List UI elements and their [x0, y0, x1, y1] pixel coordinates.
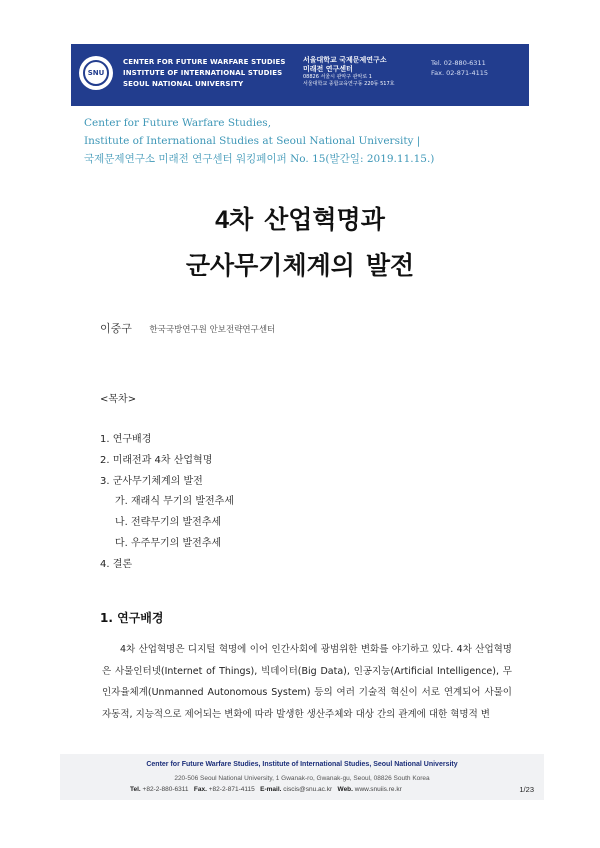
footer-web-label: Web.	[337, 786, 353, 793]
footer-fax-label: Fax.	[193, 786, 207, 793]
title-line-1: 4차 산업혁명과	[215, 206, 385, 234]
series-line: Center for Future Warfare Studies,	[84, 117, 272, 129]
banner-ko-address: 08826 서울시 관악구 관악로 1	[303, 74, 372, 80]
series-line: 국제문제연구소 미래전 연구센터 워킹페이퍼 No. 15(발간일: 2019.11.15.)	[84, 153, 435, 165]
banner-tel: Tel. 02-880-6311	[431, 59, 486, 67]
toc-subitem: 나. 전략무기의 발전추세	[115, 517, 222, 529]
banner-en-line: INSTITUTE OF INTERNATIONAL STUDIES	[123, 69, 283, 77]
footer-tel: +82-2-880-6311	[142, 786, 189, 793]
section-body	[102, 639, 512, 725]
footer-email[interactable]: ciscis@snu.ac.kr	[283, 786, 333, 793]
footer-tel-label: Tel.	[130, 786, 141, 793]
toc-heading: <목차>	[100, 394, 137, 405]
footer-address: 220-506 Seoul National University, 1 Gwanak-ro, Gwanak-gu, Seoul, 08826 South Korea	[174, 775, 430, 782]
toc-item: 1. 연구배경	[100, 434, 152, 445]
toc-subitem: 다. 우주무기의 발전추세	[115, 537, 222, 549]
banner-contact	[431, 58, 488, 78]
toc-item: 4. 결론	[100, 558, 133, 570]
paper-series-info	[84, 114, 524, 168]
banner-ko-building: 서울대학교 종합교육연구동 220동 517호	[303, 81, 395, 87]
banner-ko-center: 미래전 연구센터	[303, 65, 353, 73]
toc-subitem: 가. 재래식 무기의 발전추세	[115, 496, 234, 508]
body-paragraph: 4차 산업혁명은 디지털 혁명에 이어 인간사회에 광범위한 변화를 야기하고 있다. 4차 산업혁명은 사물인터넷(Internet of Things), 빅데이터(Big Data), 인공지능(Artificial Intelligence), 무인자율체계(Unmanned Autonomous System) 등의 여러 기술적 혁신이 서로 연계되어 사물이 자동적, 지능적으로 제어되는 변화에 따라 발생한 생산주체와 대상 간의 관계에 대한 혁명적 변	[102, 644, 512, 720]
footer-web[interactable]: www.snuiis.re.kr	[354, 786, 402, 793]
page-number: 1/23	[519, 785, 534, 794]
table-of-contents	[100, 430, 234, 576]
footer-fax: +82-2-871-4115	[208, 786, 255, 793]
toc-item: 3. 군사무기체계의 발전	[100, 475, 203, 487]
author-block	[100, 320, 275, 336]
banner-en-line: CENTER FOR FUTURE WARFARE STUDIES	[123, 58, 286, 66]
footer-institution: Center for Future Warfare Studies, Institute of International Studies, Seoul National University	[146, 761, 458, 768]
page-footer	[60, 754, 544, 800]
banner-ko-institute: 서울대학교 국제문제연구소	[303, 56, 387, 64]
banner-korean-name	[303, 56, 394, 88]
toc-item: 2. 미래전과 4차 산업혁명	[100, 454, 213, 466]
author-name: 이중구	[100, 322, 132, 335]
series-line: Institute of International Studies at Seoul National University |	[84, 135, 421, 147]
banner-fax: Fax. 02-871-4115	[431, 69, 489, 77]
author-affiliation: 한국국방연구원 안보전략연구센터	[149, 325, 276, 335]
seal-text: SNU	[83, 60, 109, 86]
header-banner	[71, 44, 529, 106]
university-seal-icon	[79, 56, 113, 90]
footer-contact	[130, 786, 402, 793]
footer-email-label: E-mail.	[260, 786, 282, 793]
banner-en-line: SEOUL NATIONAL UNIVERSITY	[123, 80, 244, 88]
section-heading: 1. 연구배경	[100, 611, 164, 625]
banner-english-name	[123, 57, 286, 90]
title-line-2: 군사무기체계의 발전	[185, 252, 415, 280]
